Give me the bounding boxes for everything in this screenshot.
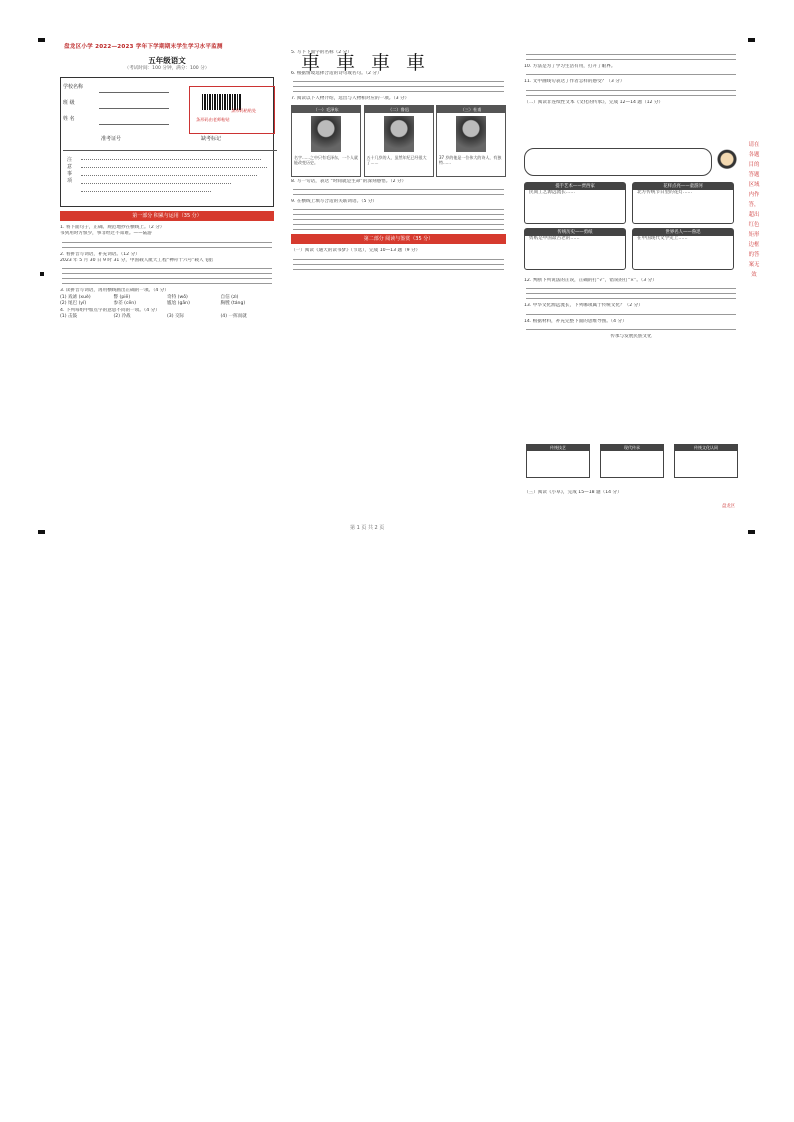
portrait-card — [436, 105, 506, 177]
barcode-label: 条形码粘贴处 — [231, 107, 257, 113]
notes-area — [63, 150, 277, 201]
answer-line[interactable] — [293, 214, 504, 215]
portrait-card — [291, 105, 361, 177]
pinyin-item: (1) 戏谑 (xuè) — [60, 294, 91, 300]
text-line — [526, 59, 736, 60]
question-4: 4. 下列每组中加点字的意思不同的一项。（4 分） — [60, 307, 160, 313]
text-line — [293, 264, 504, 265]
card-title: 世界名人——鲁迅 — [633, 229, 733, 236]
answer-line[interactable] — [526, 90, 736, 91]
answer-line[interactable] — [526, 74, 736, 75]
info-card — [524, 228, 626, 270]
mind-map-box — [600, 444, 664, 478]
answer-line[interactable] — [62, 273, 272, 274]
pinyin-item: (2) 尾巴 (yǐ) — [60, 301, 87, 307]
answer-line[interactable] — [293, 209, 504, 210]
binding-mark — [40, 272, 44, 276]
question-13: 13. 中华文化源远流长，下列哪项属于传统文化？（2 分） — [524, 303, 643, 309]
question-14: 14. 根据材料，补充完整下面的思维导图。（4 分） — [524, 318, 627, 324]
word-item: (2) 冷战 — [113, 314, 131, 320]
card-body: 在中国现代文学史上…… — [637, 236, 688, 241]
answer-line[interactable] — [526, 288, 736, 289]
answer-line[interactable] — [293, 189, 504, 190]
mind-map — [526, 434, 736, 484]
reading-3-title: （三）阅读《小草》，完成 15—18 题（14 分） — [524, 490, 622, 495]
word-grid — [60, 314, 274, 320]
answer-line[interactable] — [293, 229, 504, 230]
notes-label: 注意事项 — [67, 156, 73, 184]
question-1: 1. 将下面句子，正确、规范地抄在横线上。（2 分） — [60, 224, 165, 230]
answer-line[interactable] — [293, 219, 504, 220]
registration-mark-top-right — [748, 38, 755, 42]
pinyin-item: 胸膛 (táng) — [220, 301, 246, 307]
pinyin-item: 瞥 (piē) — [113, 294, 131, 300]
text-line — [293, 269, 504, 270]
pinyin-item: 自信 (zì) — [220, 294, 239, 300]
calligraphy-char: 車 — [406, 52, 442, 75]
name-field[interactable] — [99, 124, 169, 125]
side-warning: 请在各题目的答题区域内作答，超出红色矩形边框的答案无效 — [748, 142, 760, 278]
question-2: 2. 看拼音写词语，补充词语。（12 分） — [60, 251, 140, 257]
exam-number-label: 准考证号 — [101, 135, 122, 142]
portrait-text: 名字……之中只有毛泽东，一个人就能改变历史。 — [294, 154, 358, 165]
question-10: 10. 方法是为了学习生活有用，打开了眼界。 — [524, 64, 616, 69]
portrait-photo — [311, 116, 341, 152]
question-1-text: 书到用时方恨少，事非经过不知难。——陆游 — [60, 231, 152, 237]
class-label: 班 级 — [63, 99, 75, 106]
mind-map-box-title: 现代传承 — [601, 445, 663, 451]
portrait-row — [291, 105, 506, 177]
question-11: 11. 文中画线句表达了作者怎样的感受？（3 分） — [524, 79, 625, 85]
card-title: 传统历史——剪纸 — [525, 229, 625, 236]
reading-title: （一）阅读《通天的读书梦》（节选），完成 10—13 题（9 分） — [291, 248, 421, 254]
note-line — [81, 159, 261, 160]
student-info-box — [60, 77, 274, 207]
answer-line[interactable] — [293, 86, 504, 87]
answer-line[interactable] — [62, 283, 272, 284]
column-2 — [287, 50, 510, 510]
answer-line[interactable] — [62, 242, 272, 243]
grade-subject: 五年级语文 — [148, 56, 186, 65]
lower-questions — [520, 278, 742, 341]
mind-map-box — [526, 444, 590, 478]
class-field[interactable] — [99, 108, 169, 109]
answer-line[interactable] — [526, 293, 736, 294]
question-9: 9. 在横线上填写合适的关联词语。（5 分） — [291, 199, 378, 205]
portrait-caption: （二）鲁迅 — [365, 106, 433, 113]
portrait-card — [364, 105, 434, 177]
pinyin-item: 尴尬 (gān) — [167, 301, 190, 307]
info-card — [632, 182, 734, 224]
reading-2-title: （二）阅读非连续性文本《文化的传承》，完成 12—14 题（12 分） — [524, 99, 664, 105]
card-title: 花样点亮——童游河 — [633, 183, 733, 190]
mind-map-box-title: 传统文化认同 — [675, 445, 737, 451]
note-line — [81, 167, 267, 168]
section-1-bar: 第一部分 积累与运用（35 分） — [60, 211, 274, 221]
card-body: 北方传统节日里的花灯…… — [637, 190, 693, 195]
portrait-text: 37 岁的他是一位伟大的诗人，有独特…… — [439, 154, 502, 165]
cartoon-child-icon — [716, 148, 738, 176]
info-card — [632, 228, 734, 270]
question-7: 7. 阅读以下人物介绍，选出与人物相对应的一项。（3 分） — [291, 96, 410, 102]
question-6: 6. 根据情境选择合适的诗句或名句。（2 分） — [291, 70, 382, 76]
pinyin-item: 参差 (cēn) — [113, 301, 136, 307]
registration-mark-top-left — [38, 38, 45, 42]
answer-line[interactable] — [526, 314, 736, 315]
word-item: (3) 交际 — [167, 314, 185, 320]
answer-line[interactable] — [62, 268, 272, 269]
absent-label: 缺考标记 — [201, 135, 222, 142]
pinyin-grid — [60, 295, 274, 308]
school-title: 盘龙区小学 2022—2023 学年下学期期末学生学习水平监测 — [64, 44, 223, 50]
reading-3 — [520, 490, 742, 496]
answer-line[interactable] — [62, 247, 272, 248]
answer-line[interactable] — [526, 298, 736, 299]
answer-line[interactable] — [62, 278, 272, 279]
text-line — [526, 54, 736, 55]
registration-mark-bottom-left — [38, 530, 45, 534]
registration-mark-bottom-right — [748, 530, 755, 534]
question-2-text: 2023 年 5 月 30 日 9 时 31 分，中国载人航天工程“神舟十六号”载人飞船 — [60, 258, 213, 264]
speech-bubble — [524, 148, 712, 176]
mind-map-box — [674, 444, 738, 478]
answer-line[interactable] — [293, 91, 504, 92]
calligraphy-char: 車 — [336, 52, 372, 75]
question-3: 3. 读拼音写词语，再用横线画出正确的一项。（4 分） — [60, 288, 169, 294]
diagram-title: 传承与发展民族文化 — [610, 334, 652, 340]
text-line — [293, 259, 504, 260]
word-item: (4) 一挥而就 — [220, 314, 247, 320]
note-line — [81, 191, 211, 192]
answer-line[interactable] — [293, 81, 504, 82]
pinyin-item: 奇特 (wǒ) — [167, 294, 188, 300]
question-8: 8. 写一句话，表达 “时间就是生命”的深刻感悟。（2 分） — [291, 178, 407, 184]
section-2-bar: 第二部分 阅读与鉴赏（35 分） — [291, 234, 506, 244]
answer-line[interactable] — [526, 329, 736, 330]
column-3 — [520, 50, 742, 510]
portrait-photo — [456, 116, 486, 152]
school-name-field[interactable] — [99, 92, 169, 93]
card-title: 提手艺术——贾西家 — [525, 183, 625, 190]
name-label: 姓 名 — [63, 115, 75, 122]
exam-sheet — [54, 36, 744, 514]
page-footer: 第 1 页 共 2 页 — [350, 525, 385, 531]
mind-map-box-title: 传统技艺 — [527, 445, 589, 451]
school-name-label: 学校名称 — [63, 83, 84, 90]
answer-line[interactable] — [293, 224, 504, 225]
stamp: 盘龙区 — [722, 504, 736, 509]
note-line — [81, 183, 231, 184]
calligraphy-char: 車 — [371, 52, 407, 75]
card-body: 民间工艺源远流长…… — [529, 190, 575, 195]
portrait-photo — [384, 116, 414, 152]
question-5: 5. 写下下面字的名称（2 分） — [291, 50, 352, 55]
word-item: (1) 击鼓 — [60, 314, 78, 320]
calligraphy-char: 車 — [301, 52, 337, 75]
question-12: 12. 判断下列说法的正误，正确的打“√”，错误的打“×”。（3 分） — [524, 278, 657, 283]
portrait-caption: （一）毛泽东 — [292, 106, 360, 113]
exam-info: （考试时间：100 分钟，满分：100 分） — [124, 66, 210, 72]
info-card — [524, 182, 626, 224]
card-body: 剪纸是中国最古老的…… — [529, 236, 580, 241]
barcode-note: 条形码由老师粘贴 — [196, 116, 230, 122]
answer-line[interactable] — [526, 95, 736, 96]
answer-line[interactable] — [293, 194, 504, 195]
portrait-text: 五十几岁的人，虽然年纪已经很大了…… — [366, 154, 427, 165]
note-line — [81, 175, 257, 176]
column-1 — [56, 50, 278, 510]
portrait-caption: （三）杜甫 — [437, 106, 505, 113]
